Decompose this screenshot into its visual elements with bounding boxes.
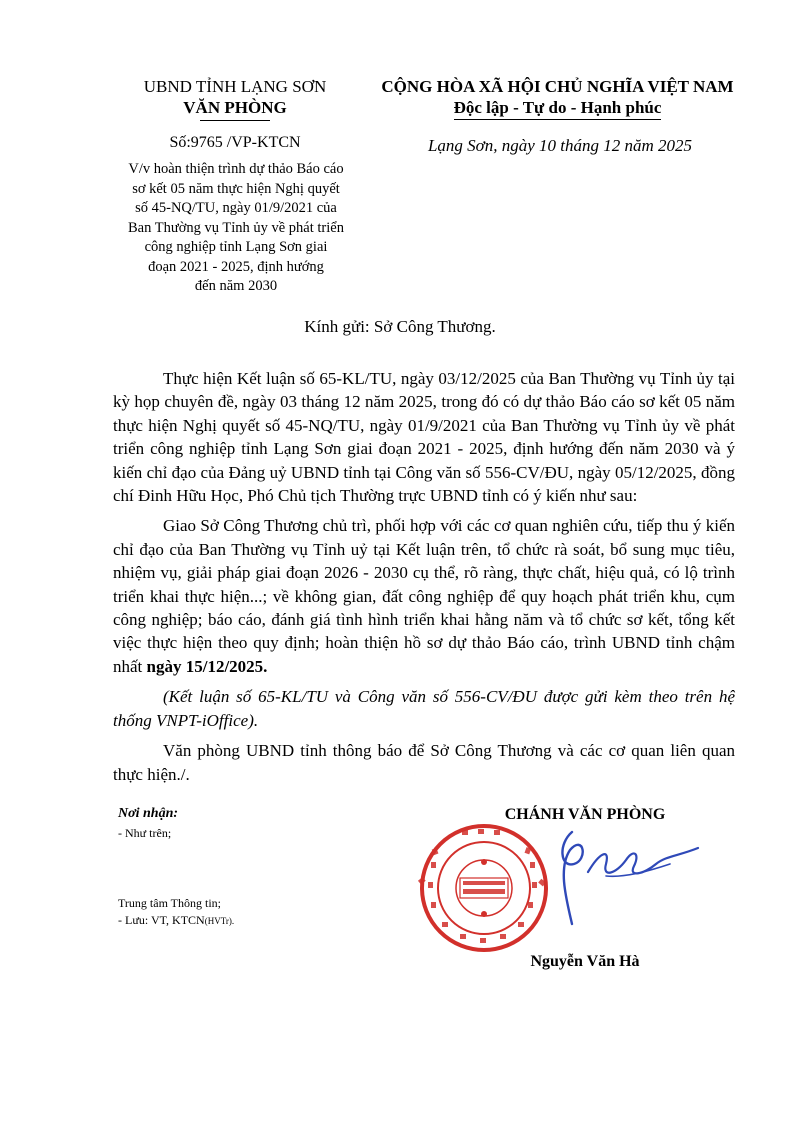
national-motto: Độc lập - Tự do - Hạnh phúc	[454, 97, 662, 120]
handwritten-signature	[548, 812, 723, 947]
subject-line: Ban Thường vụ Tỉnh ủy về phát triển	[128, 219, 344, 236]
national-title: CỘNG HÒA XÃ HỘI CHỦ NGHĨA VIỆT NAM	[381, 77, 734, 96]
official-seal	[418, 822, 550, 954]
agency-name: UBND TỈNH LẠNG SƠN	[143, 77, 327, 96]
document-body	[113, 367, 735, 793]
header-left	[110, 76, 360, 121]
subject-line: đến năm 2030	[194, 278, 278, 294]
subject-line: đoạn 2021 - 2025, định hướng	[148, 258, 324, 275]
document-subject	[112, 160, 360, 297]
deadline-date: ngày 15/12/2025.	[146, 656, 268, 676]
signer-name: Nguyễn Văn Hà	[530, 953, 640, 970]
subject-line: công nghiệp tỉnh Lạng Sơn giai	[144, 239, 328, 255]
recipients-line	[118, 913, 234, 928]
subject-line: sơ kết 05 năm thực hiện Nghị quyết	[132, 180, 340, 197]
subject-line: số 45-NQ/TU, ngày 01/9/2021 của	[135, 200, 337, 216]
body-paragraph-note: (Kết luận số 65-KL/TU và Công văn số 556-CV/ĐU được gửi kèm theo trên hệ thống VNPT-iOffice).	[113, 687, 735, 730]
recipients-title: Nơi nhận:	[118, 806, 179, 821]
recipients-line: Trung tâm Thông tin;	[118, 896, 222, 910]
recipients-line: - Như trên;	[118, 826, 172, 840]
place-date: Lạng Sơn, ngày 10 tháng 12 năm 2025	[427, 136, 693, 155]
header-left-rule	[200, 120, 270, 121]
header-right	[360, 76, 755, 120]
signer-title: CHÁNH VĂN PHÒNG	[504, 806, 666, 823]
body-paragraph	[113, 514, 735, 678]
document-number: Số:9765 /VP-KTCN	[169, 134, 301, 151]
subject-line: V/v hoàn thiện trình dự thảo Báo cáo	[128, 161, 344, 177]
body-paragraph: Văn phòng UBND tỉnh thông báo để Sở Công Thương và các cơ quan liên quan thực hiện./.	[113, 741, 735, 784]
body-paragraph-text: Giao Sở Công Thương chủ trì, phối hợp với các cơ quan nghiên cứu, tiếp thu ý kiến chỉ đạo của Ban Thường vụ Tỉnh uỷ tại Kết luận trên, tổ chức rà soát, bổ sung mục tiêu, nhiệm vụ, giải pháp giai đoạn 2026 - 2030 cụ thể, rõ ràng, thực chất, hiệu quả, có lộ trình triển khai thực hiện...; về không gian, đất công nghiệp để quy hoạch phát triển khu, cụm công nghiệp; báo cáo, đánh giá tình hình triển khai hằng năm và tổ chức sơ kết, tổng kết việc thực hiện theo quy định; hoàn thiện hồ sơ dự thảo Báo cáo, trình UBND tỉnh chậm nhất	[113, 516, 735, 676]
archive-text: - Lưu: VT, KTCN	[118, 913, 205, 927]
body-paragraph: Thực hiện Kết luận số 65-KL/TU, ngày 03/12/2025 của Ban Thường vụ Tỉnh ủy tại kỳ họp chuyên đề, ngày 03 tháng 12 năm 2025, trong đó có dự thảo Báo cáo sơ kết 05 năm thực hiện Nghị quyết số 45-NQ/TU, ngày 01/9/2021 của Ban Thường vụ Tỉnh ủy về phát triển công nghiệp tỉnh Lạng Sơn giai đoạn 2021 - 2025, định hướng đến năm 2030 và ý kiến chỉ đạo của Đảng uỷ UBND tỉnh tại Công văn số 556-CV/ĐU, ngày 05/12/2025, đồng chí Đinh Hữu Học, Phó Chủ tịch Thường trực UBND tỉnh có ý kiến như sau:	[113, 369, 735, 506]
office-name: VĂN PHÒNG	[183, 98, 287, 117]
archive-initials: (HVTr).	[204, 916, 235, 926]
recipient-line: Kính gửi: Sở Công Thương.	[304, 317, 496, 336]
